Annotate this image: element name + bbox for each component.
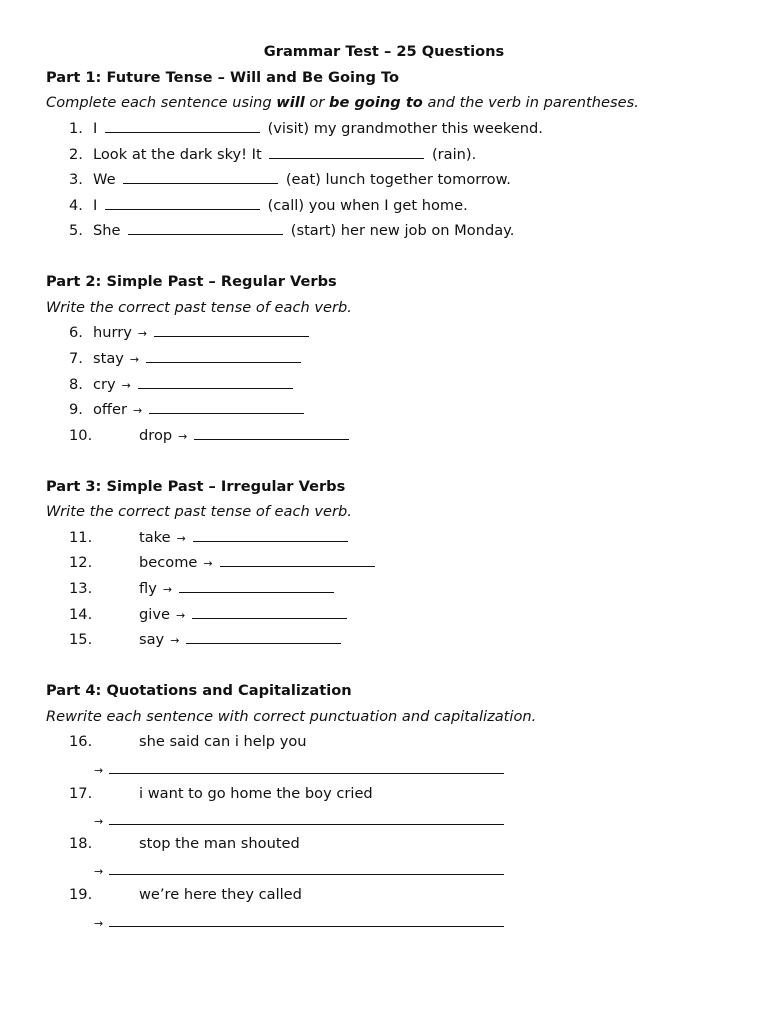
question-10 <box>139 426 352 447</box>
question-number: 10. <box>69 427 93 444</box>
arrow-icon: → <box>129 353 140 366</box>
question-number: 5. <box>69 222 83 239</box>
answer-blank[interactable] <box>193 540 348 542</box>
question-8 <box>93 375 296 396</box>
part2-instructions: Write the correct past tense of each verb. <box>46 299 352 316</box>
question-number: 15. <box>69 631 93 648</box>
verb-text: fly <box>139 580 157 597</box>
answer-blank[interactable] <box>146 361 301 363</box>
verb-text: drop <box>139 427 173 444</box>
verb-text: become <box>139 554 198 571</box>
part1-instr-be-going-to: be going to <box>329 94 423 111</box>
part1-instructions <box>46 93 639 113</box>
arrow-icon: → <box>176 532 186 545</box>
part4-instructions: Rewrite each sentence with correct punctuation and capitalization. <box>46 708 537 725</box>
question-16-sentence: she said can i help you <box>139 733 307 750</box>
question-text: She <box>93 222 121 239</box>
answer-blank[interactable] <box>154 335 309 337</box>
question-number: 3. <box>69 171 83 188</box>
arrow-icon: → <box>94 764 104 777</box>
question-14 <box>139 605 350 626</box>
arrow-icon: → <box>94 865 104 878</box>
question-9 <box>93 400 307 421</box>
answer-blank[interactable] <box>123 182 278 184</box>
answer-blank[interactable] <box>192 617 347 619</box>
part1-instr-will: will <box>276 94 305 111</box>
answer-blank[interactable] <box>220 565 375 567</box>
answer-blank[interactable] <box>105 131 260 133</box>
arrow-icon: → <box>162 583 173 596</box>
question-text: (call) you when I get home. <box>267 197 468 214</box>
arrow-icon: → <box>178 430 188 443</box>
question-11 <box>139 528 351 549</box>
question-text: (start) her new job on Monday. <box>290 222 515 239</box>
question-12 <box>139 553 378 574</box>
question-17-answer <box>94 811 504 832</box>
part1-instr-end: and the verb in parentheses. <box>422 94 639 111</box>
verb-text: cry <box>93 376 116 393</box>
question-text: (rain). <box>431 146 477 163</box>
part4-heading: Part 4: Quotations and Capitalization <box>46 682 352 699</box>
verb-text: take <box>139 529 171 546</box>
question-17-sentence: i want to go home the boy cried <box>139 785 373 802</box>
answer-line[interactable] <box>109 873 504 875</box>
arrow-icon: → <box>132 404 143 417</box>
question-text: Look at the dark sky! It <box>93 146 262 163</box>
question-number: 8. <box>69 376 83 393</box>
answer-blank[interactable] <box>138 387 293 389</box>
question-number: 18. <box>69 835 93 852</box>
question-number: 6. <box>69 324 83 341</box>
question-number: 11. <box>69 529 93 546</box>
question-number: 2. <box>69 146 83 163</box>
question-4 <box>93 196 468 216</box>
arrow-icon: → <box>137 327 148 340</box>
answer-line[interactable] <box>109 823 504 825</box>
question-number: 19. <box>69 886 93 903</box>
question-number: 16. <box>69 733 93 750</box>
answer-line[interactable] <box>109 925 504 927</box>
answer-blank[interactable] <box>149 412 304 414</box>
part2-heading: Part 2: Simple Past – Regular Verbs <box>46 273 337 290</box>
question-7 <box>93 349 304 370</box>
part3-instructions: Write the correct past tense of each verb. <box>46 503 352 520</box>
answer-blank[interactable] <box>186 642 341 644</box>
answer-blank[interactable] <box>194 438 349 440</box>
answer-blank[interactable] <box>269 157 424 159</box>
part1-instr-text: Complete each sentence using <box>46 94 277 111</box>
part1-instr-or: or <box>304 94 330 111</box>
verb-text: give <box>139 606 170 623</box>
question-number: 7. <box>69 350 83 367</box>
question-number: 4. <box>69 197 83 214</box>
question-number: 9. <box>69 401 83 418</box>
verb-text: offer <box>93 401 127 418</box>
question-text: We <box>93 171 116 188</box>
part3-heading: Part 3: Simple Past – Irregular Verbs <box>46 478 346 495</box>
question-3 <box>93 170 511 190</box>
verb-text: hurry <box>93 324 132 341</box>
arrow-icon: → <box>203 557 213 570</box>
page-title: Grammar Test – 25 Questions <box>263 43 505 60</box>
question-2 <box>93 145 476 165</box>
question-16-answer <box>94 760 504 781</box>
question-number: 12. <box>69 554 93 571</box>
question-text: I <box>93 120 98 137</box>
question-1 <box>93 119 543 139</box>
question-number: 13. <box>69 580 93 597</box>
question-text: I <box>93 197 98 214</box>
question-number: 17. <box>69 785 93 802</box>
answer-blank[interactable] <box>128 233 283 235</box>
question-18-answer <box>94 861 504 882</box>
arrow-icon: → <box>94 917 104 930</box>
question-text: (eat) lunch together tomorrow. <box>285 171 511 188</box>
question-18-sentence: stop the man shouted <box>139 835 300 852</box>
arrow-icon: → <box>175 609 186 622</box>
verb-text: say <box>139 631 165 648</box>
question-13 <box>139 579 337 600</box>
question-6 <box>93 323 312 344</box>
question-text: (visit) my grandmother this weekend. <box>267 120 543 137</box>
question-5 <box>93 221 514 241</box>
answer-blank[interactable] <box>105 208 260 210</box>
question-number: 14. <box>69 606 93 623</box>
answer-blank[interactable] <box>179 591 334 593</box>
question-15 <box>139 630 344 651</box>
part1-heading: Part 1: Future Tense – Will and Be Going To <box>46 69 400 86</box>
arrow-icon: → <box>94 815 104 828</box>
verb-text: stay <box>93 350 124 367</box>
question-number: 1. <box>69 120 83 137</box>
question-19-sentence: we’re here they called <box>139 886 302 903</box>
arrow-icon: → <box>121 379 131 392</box>
arrow-icon: → <box>170 634 180 647</box>
question-19-answer <box>94 913 504 934</box>
answer-line[interactable] <box>109 772 504 774</box>
